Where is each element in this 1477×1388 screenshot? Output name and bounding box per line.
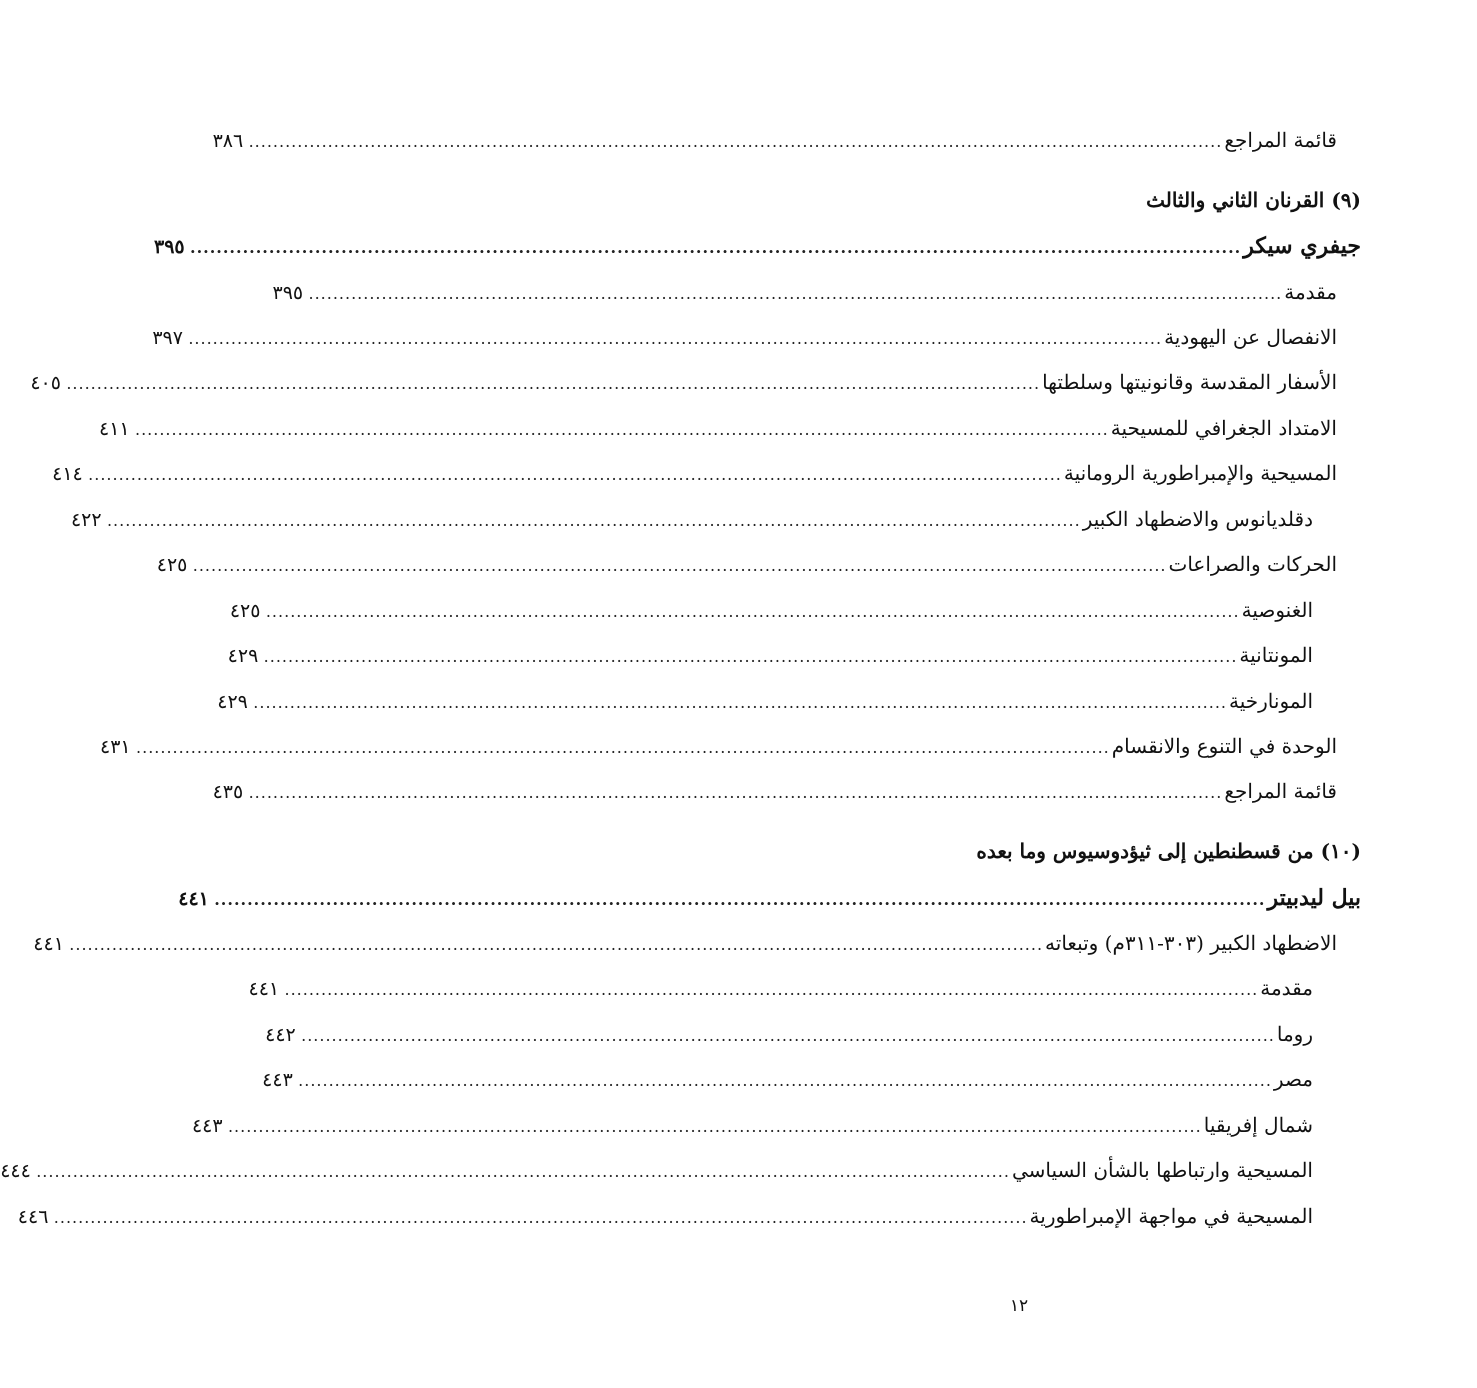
toc-entry bbox=[272, 272, 1361, 312]
page-number: ١٢ bbox=[1009, 1296, 1029, 1316]
leader-dots: ................................................................................................................................................................ bbox=[248, 783, 1223, 802]
toc-entry-page: ٣٨٦ bbox=[212, 130, 244, 152]
toc-entry-page: ٤٣٥ bbox=[212, 781, 244, 803]
leader-dots: ................................................................................................................................................................ bbox=[88, 465, 1062, 484]
leader-dots: ................................................................................................................................................................ bbox=[53, 1208, 1028, 1227]
toc-entry-page: ٤٤٢ bbox=[265, 1024, 296, 1046]
toc-entry bbox=[33, 923, 1361, 963]
toc-entry-title: الانفصال عن اليهودية bbox=[1164, 325, 1337, 349]
leader-dots: ................................................................................................................................................................ bbox=[69, 935, 1044, 954]
toc-entry bbox=[217, 681, 1361, 721]
toc-entry-title: شمال إفريقيا bbox=[1203, 1113, 1313, 1137]
leader-dots: ................................................................................................................................................................ bbox=[106, 511, 1081, 530]
toc-entry-page: ٤٢٢ bbox=[70, 509, 102, 531]
toc-entry-title: الوحدة في التنوع والانقسام bbox=[1111, 734, 1337, 758]
toc-entry-page: ٤٣١ bbox=[100, 736, 131, 758]
leader-dots: ................................................................................................................................................................ bbox=[308, 284, 1283, 303]
toc-entry bbox=[70, 499, 1361, 539]
toc-entry bbox=[191, 1105, 1361, 1145]
toc-entry-page: ٤٤٣ bbox=[191, 1115, 223, 1137]
leader-dots: ................................................................................................................................................................ bbox=[188, 329, 1163, 348]
toc-entry-title: روما bbox=[1276, 1022, 1313, 1046]
toc-entry bbox=[227, 635, 1361, 675]
toc-entry-page: ٤١٤ bbox=[52, 463, 83, 485]
leader-dots: ................................................................................................................................................................ bbox=[190, 238, 1242, 257]
toc-author bbox=[178, 878, 1361, 918]
toc-entry bbox=[52, 453, 1361, 493]
leader-dots: ................................................................................................................................................................ bbox=[136, 738, 1110, 757]
toc-entry-page: ٤١١ bbox=[99, 418, 130, 440]
toc-entry-page: ٤٤٤ bbox=[0, 1160, 31, 1182]
toc-author-page: ٣٩٥ bbox=[154, 236, 185, 258]
toc-author bbox=[154, 226, 1361, 266]
leader-dots: ................................................................................................................................................................ bbox=[265, 602, 1240, 621]
toc-entry bbox=[0, 1150, 1361, 1190]
toc-entry bbox=[99, 408, 1361, 448]
toc-entry-page: ٣٩٥ bbox=[272, 282, 304, 304]
toc-entry-title: المسيحية والإمبراطورية الرومانية bbox=[1063, 461, 1337, 485]
toc-entry-page: ٤٢٥ bbox=[229, 600, 261, 622]
toc-entry-page: ٤٤٦ bbox=[17, 1206, 49, 1228]
toc-author-page: ٤٤١ bbox=[178, 888, 209, 910]
toc-entry-page: ٤٤١ bbox=[248, 978, 280, 1000]
toc-entry-title: الحركات والصراعات bbox=[1168, 552, 1337, 576]
toc-entry bbox=[152, 317, 1361, 357]
leader-dots: ................................................................................................................................................................ bbox=[263, 647, 1238, 666]
toc-entry-title: الامتداد الجغرافي للمسيحية bbox=[1110, 416, 1337, 440]
toc-entry-title: الأسفار المقدسة وقانونيتها وسلطتها bbox=[1042, 370, 1337, 394]
leader-dots: ................................................................................................................................................................ bbox=[66, 374, 1041, 393]
leader-dots: ................................................................................................................................................................ bbox=[192, 556, 1167, 575]
leader-dots: ................................................................................................................................................................ bbox=[253, 693, 1228, 712]
leader-dots: ................................................................................................................................................................ bbox=[135, 420, 1109, 439]
toc-entry-title: المسيحية في مواجهة الإمبراطورية bbox=[1029, 1204, 1313, 1228]
leader-dots: ................................................................................................................................................................ bbox=[301, 1026, 1275, 1045]
leader-dots: ................................................................................................................................................................ bbox=[227, 1117, 1202, 1136]
toc-author-name: بيل ليدبيتر bbox=[1267, 885, 1361, 911]
leader-dots: ................................................................................................................................................................ bbox=[36, 1162, 1010, 1181]
toc-entry-title: المونتانية bbox=[1239, 643, 1313, 667]
toc-entry-page: ٤٤٣ bbox=[262, 1069, 293, 1091]
toc-entry-title: الغنوصية bbox=[1241, 598, 1313, 622]
toc-author-name: جيفري سيكر bbox=[1243, 233, 1361, 259]
leader-dots: ................................................................................................................................................................ bbox=[214, 890, 1266, 909]
toc-entry-title: قائمة المراجع bbox=[1224, 779, 1337, 803]
toc-entry bbox=[262, 1059, 1361, 1099]
toc-entry-page: ٤٤١ bbox=[33, 933, 64, 955]
leader-dots: ................................................................................................................................................................ bbox=[284, 980, 1259, 999]
toc-entry bbox=[30, 362, 1361, 402]
toc-entry-title: مقدمة bbox=[1284, 280, 1337, 304]
part-heading: (١٠) من قسطنطين إلى ثيؤدوسيوس وما بعده bbox=[976, 839, 1361, 863]
part-heading: (٩) القرنان الثاني والثالث bbox=[1146, 188, 1361, 212]
toc-entry-title: المسيحية وارتباطها بالشأن السياسي bbox=[1011, 1158, 1313, 1182]
toc-entry-page: ٣٩٧ bbox=[152, 327, 183, 349]
toc-entry bbox=[100, 726, 1361, 766]
toc-entry-title: قائمة المراجع bbox=[1224, 128, 1337, 152]
leader-dots: ................................................................................................................................................................ bbox=[248, 132, 1223, 151]
toc-entry-title: مقدمة bbox=[1260, 976, 1313, 1000]
toc-entry-page: ٤٠٥ bbox=[30, 372, 61, 394]
toc-entry-page: ٤٢٥ bbox=[156, 554, 188, 576]
toc-entry-page: ٤٢٩ bbox=[227, 645, 259, 667]
toc-entry-title: مصر bbox=[1273, 1067, 1313, 1091]
toc-entry bbox=[156, 544, 1361, 584]
toc-entry bbox=[248, 968, 1361, 1008]
leader-dots: ................................................................................................................................................................ bbox=[298, 1071, 1272, 1090]
toc-entry-title: الاضطهاد الكبير (٣٠٣-٣١١م) وتبعاته bbox=[1045, 931, 1337, 955]
toc-entry bbox=[229, 590, 1361, 630]
toc-entry-title: المونارخية bbox=[1229, 689, 1313, 713]
toc-entry-title: دقلديانوس والاضطهاد الكبير bbox=[1082, 507, 1313, 531]
toc-entry-page: ٤٢٩ bbox=[217, 691, 248, 713]
toc-entry bbox=[265, 1014, 1361, 1054]
toc-entry bbox=[212, 771, 1361, 811]
toc-entry bbox=[17, 1196, 1361, 1236]
toc-entry bbox=[212, 120, 1361, 160]
